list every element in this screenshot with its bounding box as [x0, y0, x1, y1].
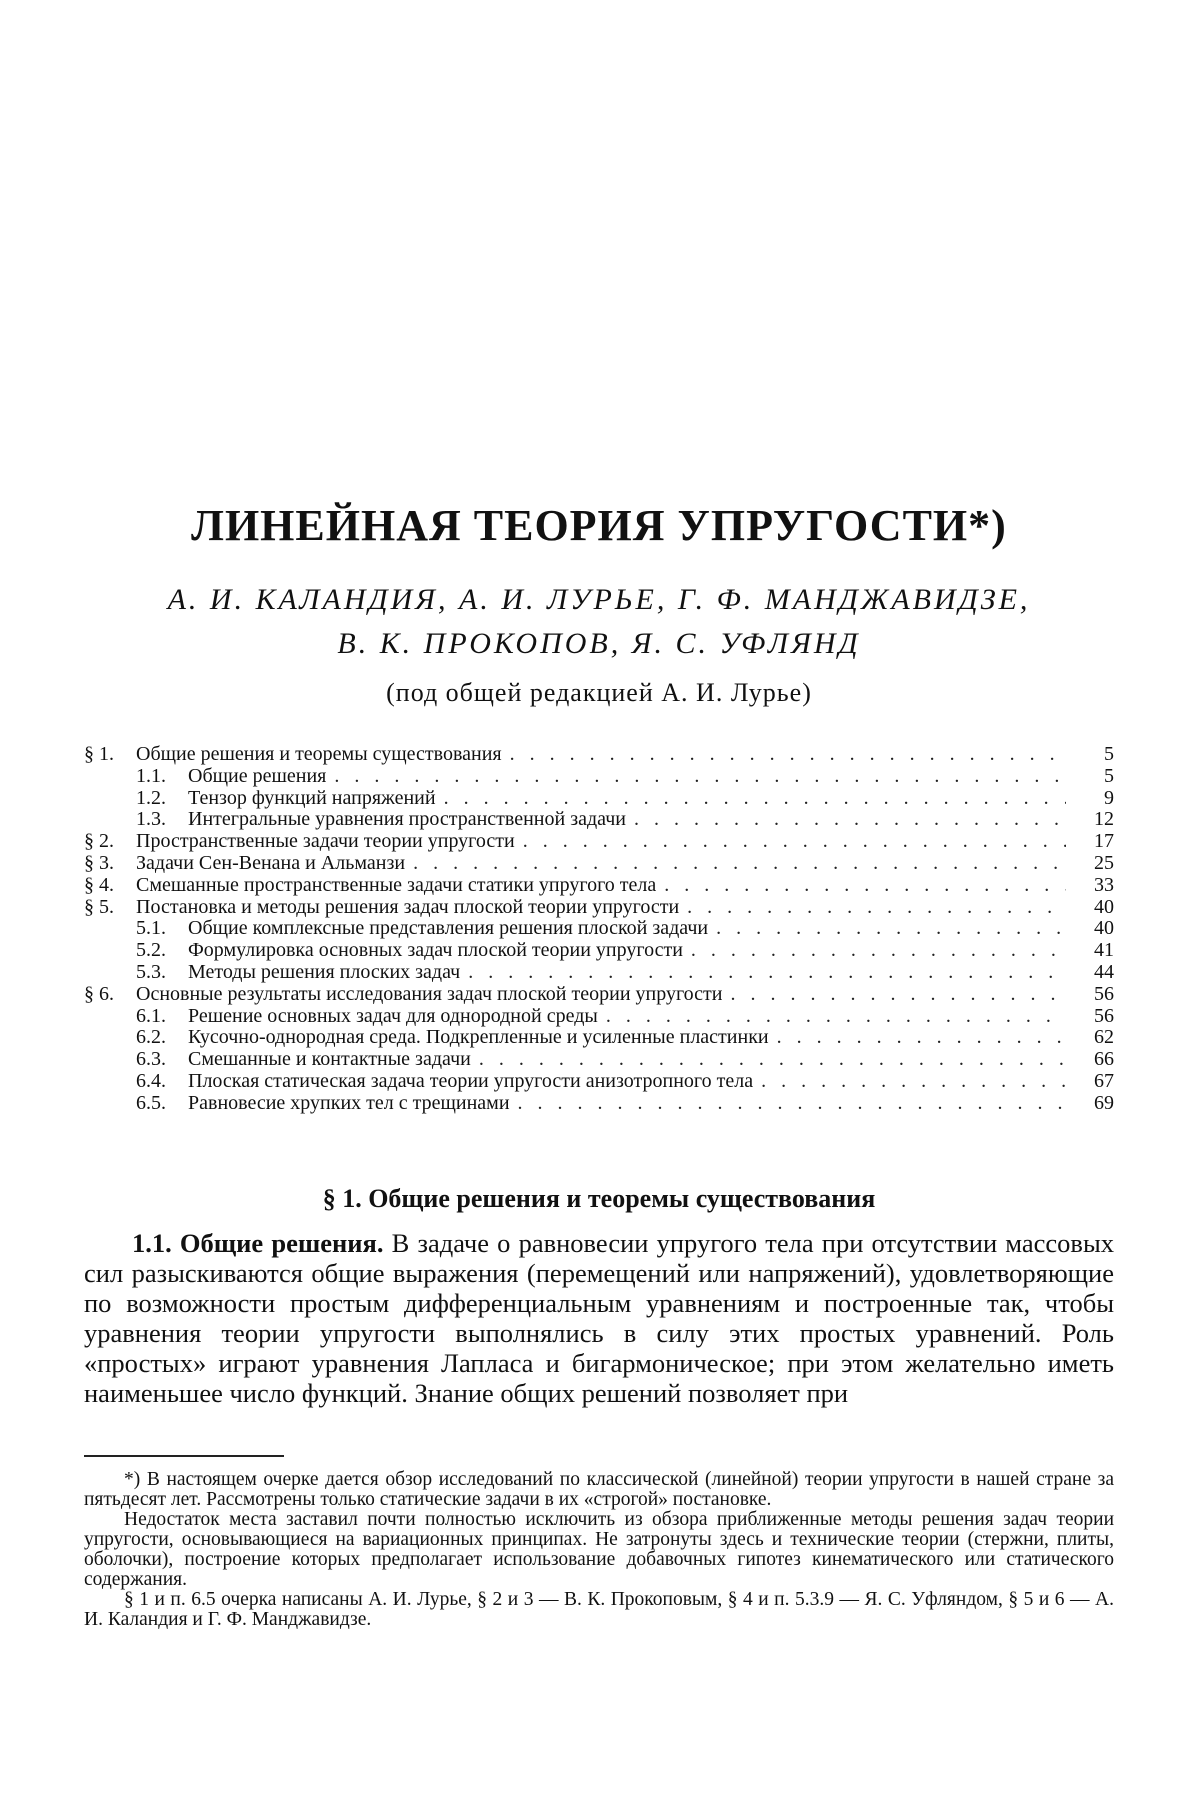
- toc-entry: [84, 1049, 1114, 1071]
- toc-section-mark: § 4.: [84, 873, 114, 896]
- footnote-rule: [84, 1455, 284, 1457]
- authors: [84, 578, 1114, 666]
- toc-leader-dots: [777, 1027, 1066, 1049]
- toc-section-mark: § 6.: [84, 982, 114, 1005]
- toc-leader-dots: [761, 1071, 1066, 1093]
- subsection-run-in-heading: 1.1. Общие решения.: [132, 1228, 384, 1258]
- toc-entry-title: Тензор функций напряжений: [188, 786, 436, 809]
- toc-entry: [84, 940, 1114, 962]
- toc-page-number: 44: [1094, 960, 1114, 983]
- toc-entry-title: Формулировка основных задач плоской теории упругости: [188, 939, 683, 962]
- toc-entry: [84, 1006, 1114, 1028]
- toc-section-mark: § 5.: [84, 895, 114, 918]
- toc-entry: [84, 788, 1114, 810]
- toc-section-mark: § 3.: [84, 851, 114, 874]
- toc-leader-dots: [664, 875, 1066, 897]
- footnote-paragraph: *) В настоящем очерке дается обзор исследований по классической (линейной) теории упругости в нашей стране за пятьдесят лет. Рассмотрены только статические задачи в их «строгой» постановке.: [84, 1469, 1114, 1510]
- toc-leader-dots: [413, 853, 1066, 875]
- toc-page-number: 25: [1094, 851, 1114, 874]
- toc-entry-title: Задачи Сен-Венана и Альманзи: [136, 851, 406, 874]
- toc-subsection-number: 1.3.: [136, 808, 166, 831]
- toc-entry-title: Смешанные пространственные задачи статики упругого тела: [136, 873, 657, 896]
- toc-leader-dots: [731, 984, 1067, 1006]
- toc-page-number: 69: [1094, 1091, 1114, 1114]
- toc-entry-title: Пространственные задачи теории упругости: [136, 830, 515, 853]
- toc-page-number: 56: [1094, 982, 1114, 1005]
- toc-leader-dots: [606, 1006, 1066, 1028]
- toc-entry-title: Общие решения и теоремы существования: [136, 743, 502, 765]
- toc-entry: [84, 809, 1114, 831]
- toc-entry: [84, 853, 1114, 875]
- section-heading: § 1. Общие решения и теоремы существования: [322, 1184, 876, 1213]
- toc-leader-dots: [634, 809, 1066, 831]
- toc-subsection-number: 6.2.: [136, 1026, 166, 1049]
- toc-entry-title: Общие комплексные представления решения плоской задачи: [188, 917, 709, 940]
- toc-subsection-number: 6.1.: [136, 1004, 166, 1027]
- toc-entry: [84, 897, 1114, 919]
- toc-entry-title: Равновесие хрупких тел с трещинами: [188, 1091, 510, 1114]
- editor-note: (под общей редакцией А. И. Лурье): [386, 678, 812, 707]
- toc-page-number: 67: [1094, 1069, 1114, 1092]
- table-of-contents: [84, 744, 1114, 1115]
- toc-entry: [84, 984, 1114, 1006]
- toc-entry-title: Кусочно-однородная среда. Подкрепленные и усиленные пластинки: [188, 1026, 769, 1049]
- toc-leader-dots: [518, 1093, 1066, 1115]
- toc-entry-title: Интегральные уравнения пространственной задачи: [188, 808, 627, 831]
- footnotes: [84, 1470, 1114, 1630]
- paper-title: ЛИНЕЙНАЯ ТЕОРИЯ УПРУГОСТИ*): [191, 501, 1007, 550]
- toc-page-number: 5: [1104, 743, 1114, 765]
- body-paragraph-text: В задаче о равновесии упругого тела при отсутствии массовых сил разыскиваются общие выражения (перемещений или напряжений), удовлетворяющие по возможности простым дифференциальным уравнениям и построенные так, чтобы уравнения теории упругости выполнялись в силу этих простых уравнений. Роль «простых» играют уравнения Лапласа и бигармоническое; при этом желательно иметь наименьшее число функций. Знание общих решений позволяет при: [84, 1228, 1114, 1408]
- toc-entry-title: Методы решения плоских задач: [188, 960, 461, 983]
- toc-page-number: 56: [1094, 1004, 1114, 1027]
- toc-leader-dots: [716, 918, 1066, 940]
- toc-page-number: 66: [1094, 1048, 1114, 1071]
- toc-entry-title: Общие решения: [188, 764, 327, 787]
- toc-subsection-number: 6.4.: [136, 1069, 166, 1092]
- toc-entry-title: Смешанные и контактные задачи: [188, 1048, 471, 1071]
- toc-subsection-number: 5.2.: [136, 939, 166, 962]
- toc-entry: [84, 962, 1114, 984]
- toc-subsection-number: 5.1.: [136, 917, 166, 940]
- toc-subsection-number: 1.2.: [136, 786, 166, 809]
- toc-page-number: 33: [1094, 873, 1114, 896]
- toc-section-mark: § 1.: [84, 743, 114, 765]
- toc-entry: [84, 918, 1114, 940]
- toc-page-number: 5: [1104, 764, 1114, 787]
- toc-page-number: 12: [1094, 808, 1114, 831]
- toc-subsection-number: 1.1.: [136, 764, 166, 787]
- page: [84, 0, 1114, 1806]
- toc-page-number: 17: [1094, 830, 1114, 853]
- toc-leader-dots: [510, 744, 1066, 766]
- toc-page-number: 62: [1094, 1026, 1114, 1049]
- authors-line-2: В. К. ПРОКОПОВ, Я. С. УФЛЯНД: [337, 627, 861, 660]
- toc-entry: [84, 1071, 1114, 1093]
- toc-entry: [84, 1027, 1114, 1049]
- footnote-paragraph: Недостаток места заставил почти полностью исключить из обзора приближенные методы решения задач теории упругости, основывающиеся на вариационных принципах. Не затронуты здесь и технические теории (стержни, плиты, оболочки), построение которых предполагает использование добавочных гипотез кинематического или статического содержания.: [84, 1509, 1114, 1590]
- toc-subsection-number: 6.3.: [136, 1048, 166, 1071]
- toc-entry-title: Постановка и методы решения задач плоской теории упругости: [136, 895, 680, 918]
- body-paragraph: [84, 1228, 1114, 1408]
- toc-leader-dots: [479, 1049, 1066, 1071]
- toc-leader-dots: [444, 788, 1066, 810]
- toc-page-number: 40: [1094, 895, 1114, 918]
- toc-subsection-number: 5.3.: [136, 960, 166, 983]
- toc-entry-title: Основные результаты исследования задач плоской теории упругости: [136, 982, 723, 1005]
- toc-entry: [84, 875, 1114, 897]
- toc-section-mark: § 2.: [84, 830, 114, 853]
- footnote-paragraph: § 1 и п. 6.5 очерка написаны А. И. Лурье, § 2 и 3 — В. К. Прокоповым, § 4 и п. 5.3.9 — Я. С. Уфляндом, § 5 и 6 — А. И. Каландия и Г. Ф. Манджавидзе.: [84, 1589, 1114, 1630]
- toc-leader-dots: [468, 962, 1066, 984]
- toc-entry: [84, 831, 1114, 853]
- toc-leader-dots: [334, 766, 1066, 788]
- toc-entry: [84, 744, 1114, 766]
- toc-entry-title: Решение основных задач для однородной среды: [188, 1004, 598, 1027]
- toc-entry-title: Плоская статическая задача теории упругости анизотропного тела: [188, 1069, 754, 1092]
- toc-page-number: 40: [1094, 917, 1114, 940]
- toc-page-number: 41: [1094, 939, 1114, 962]
- toc-leader-dots: [691, 940, 1066, 962]
- toc-subsection-number: 6.5.: [136, 1091, 166, 1114]
- toc-page-number: 9: [1104, 786, 1114, 809]
- toc-leader-dots: [687, 897, 1066, 919]
- toc-entry: [84, 766, 1114, 788]
- toc-leader-dots: [523, 831, 1066, 853]
- toc-entry: [84, 1093, 1114, 1115]
- authors-line-1: А. И. КАЛАНДИЯ, А. И. ЛУРЬЕ, Г. Ф. МАНДЖАВИДЗЕ,: [167, 583, 1031, 616]
